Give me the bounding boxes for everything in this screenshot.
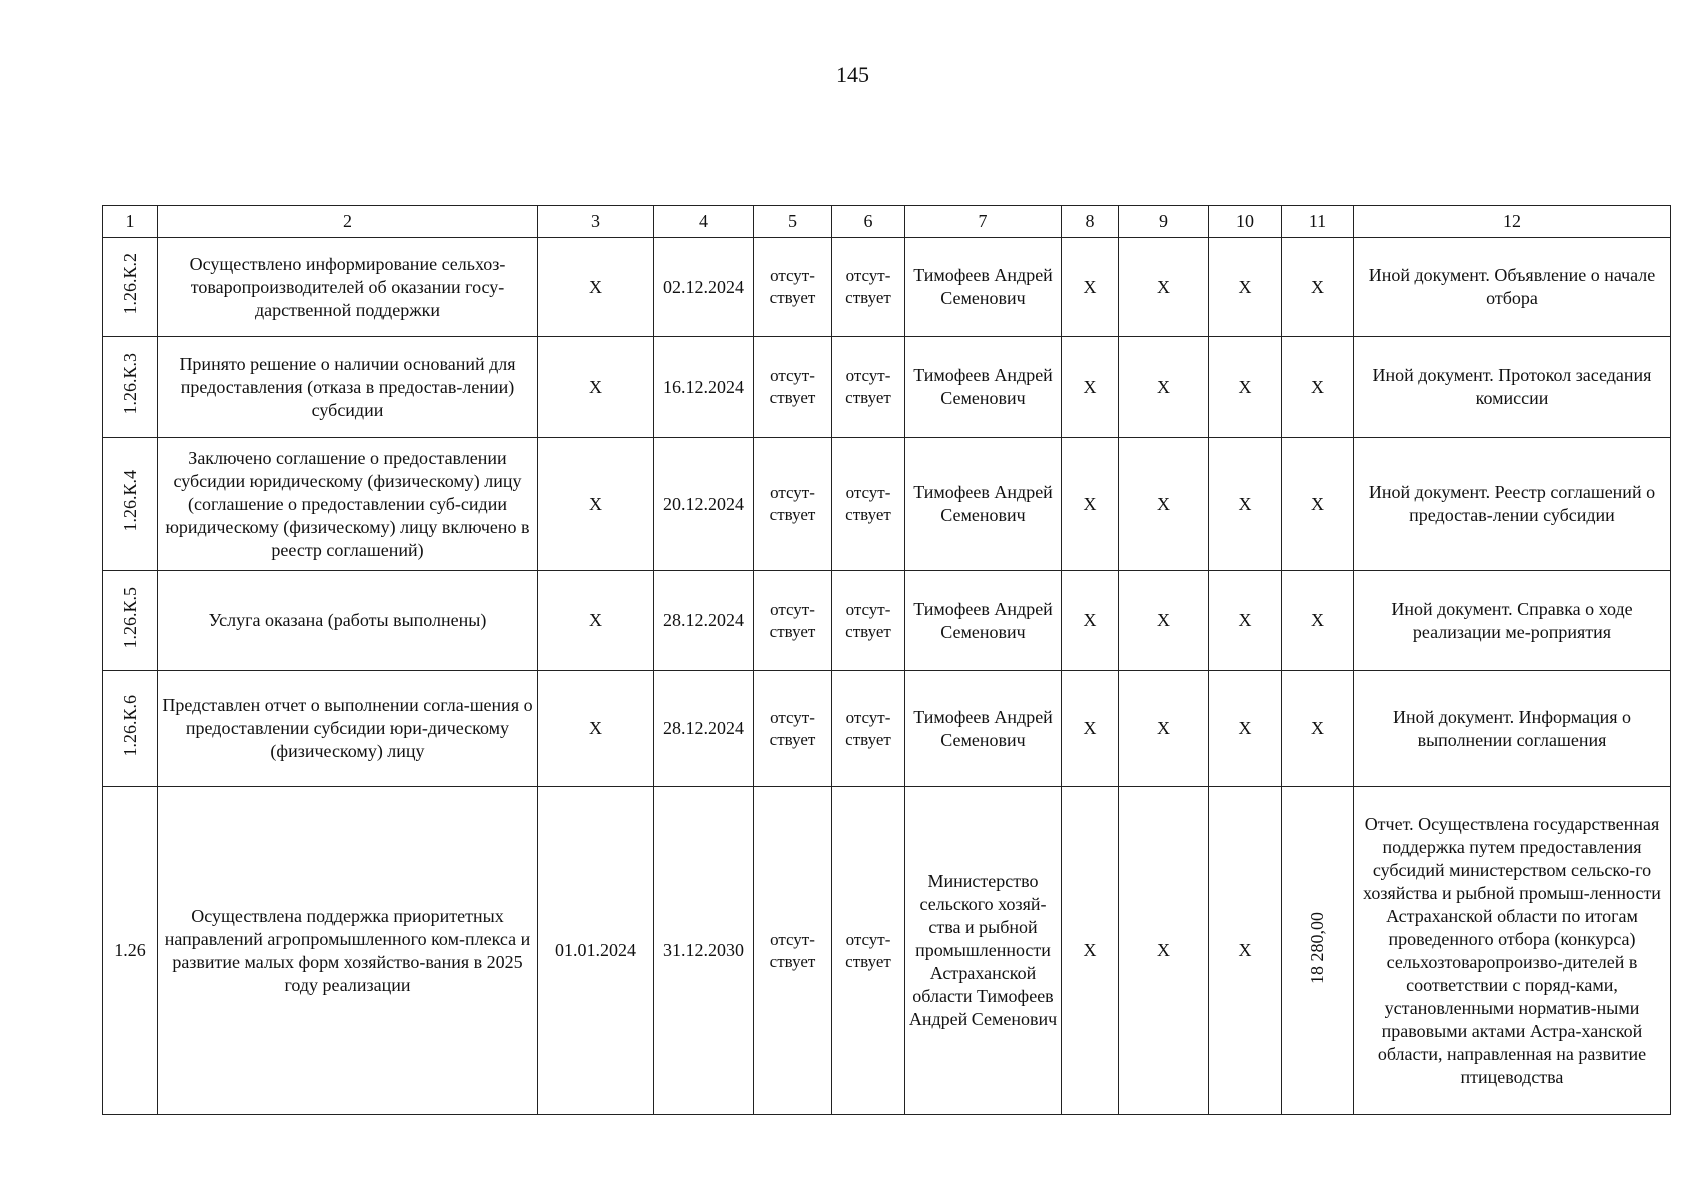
col9-cell: Х <box>1119 671 1209 787</box>
event-name-cell: Заключено соглашение о предоставлении субсидии юридическому (физическому) лицу (соглашение о предоставлении суб-сидии юридическому (физическому) лицу включено в реестр соглашений) <box>158 438 538 571</box>
start-date-cell: Х <box>538 238 654 337</box>
result-cell: Отчет. Осуществлена государственная поддержка путем предоставления субсидий министерством сельско-го хозяйства и рыбной промыш-ленности Астраханской области по итогам проведенного отбора (конкурса) сельхозтоваропроизво-дителей в соответствии с поряд-ками, установленными норматив-ными правовыми актами Астра-ханской области, направленная на развитие птицеводства <box>1354 787 1671 1115</box>
start-date-cell: 01.01.2024 <box>538 787 654 1115</box>
row-code: 1.26.К.2 <box>119 253 140 315</box>
header-cell: 9 <box>1119 206 1209 238</box>
col11-cell: Х <box>1282 337 1354 438</box>
result-cell: Иной документ. Справка о ходе реализации ме-роприятия <box>1354 571 1671 671</box>
col6-cell: отсут-ствует <box>832 337 905 438</box>
col9-cell: Х <box>1119 787 1209 1115</box>
code-cell <box>103 671 158 787</box>
code-cell <box>103 238 158 337</box>
col6-cell: отсут-ствует <box>832 671 905 787</box>
header-cell: 4 <box>654 206 754 238</box>
responsible-cell: Тимофеев Андрей Семенович <box>905 337 1062 438</box>
code-cell: 1.26 <box>103 787 158 1115</box>
result-cell: Иной документ. Объявление о начале отбора <box>1354 238 1671 337</box>
col8-cell: Х <box>1062 337 1119 438</box>
col5-cell: отсут-ствует <box>754 337 832 438</box>
col10-cell: Х <box>1209 571 1282 671</box>
event-name-cell: Услуга оказана (работы выполнены) <box>158 571 538 671</box>
end-date-cell: 02.12.2024 <box>654 238 754 337</box>
header-cell: 1 <box>103 206 158 238</box>
code-cell <box>103 337 158 438</box>
col6-cell: отсут-ствует <box>832 571 905 671</box>
col10-cell: Х <box>1209 337 1282 438</box>
col11-cell: Х <box>1282 438 1354 571</box>
col9-cell: Х <box>1119 438 1209 571</box>
responsible-cell: Тимофеев Андрей Семенович <box>905 571 1062 671</box>
header-cell: 12 <box>1354 206 1671 238</box>
result-cell: Иной документ. Протокол заседания комиссии <box>1354 337 1671 438</box>
col8-cell: Х <box>1062 787 1119 1115</box>
event-name-cell: Осуществлено информирование сельхоз-товаропроизводителей об оказании госу-дарственной поддержки <box>158 238 538 337</box>
responsible-cell: Тимофеев Андрей Семенович <box>905 671 1062 787</box>
col8-cell: Х <box>1062 438 1119 571</box>
amount-value: 18 280,00 <box>1307 911 1327 984</box>
col8-cell: Х <box>1062 238 1119 337</box>
row-code: 1.26.К.5 <box>119 586 140 649</box>
code-cell <box>103 438 158 571</box>
start-date-cell: Х <box>538 671 654 787</box>
table-header <box>103 206 1671 238</box>
responsible-cell: Министерство сельского хозяй-ства и рыбной промышленности Астраханской области Тимофеев Андрей Семенович <box>905 787 1062 1115</box>
row-code: 1.26.К.3 <box>119 353 140 415</box>
start-date-cell: Х <box>538 438 654 571</box>
header-cell: 10 <box>1209 206 1282 238</box>
col11-cell <box>1282 787 1354 1115</box>
col8-cell: Х <box>1062 571 1119 671</box>
col9-cell: Х <box>1119 238 1209 337</box>
col10-cell: Х <box>1209 238 1282 337</box>
end-date-cell: 20.12.2024 <box>654 438 754 571</box>
header-cell: 5 <box>754 206 832 238</box>
table-row <box>103 337 1671 438</box>
col5-cell: отсут-ствует <box>754 438 832 571</box>
result-cell: Иной документ. Реестр соглашений о предостав-лении субсидии <box>1354 438 1671 571</box>
end-date-cell: 31.12.2030 <box>654 787 754 1115</box>
event-name-cell: Осуществлена поддержка приоритетных направлений агропромышленного ком-плекса и развитие малых форм хозяйство-вания в 2025 году реализации <box>158 787 538 1115</box>
event-name-cell: Принято решение о наличии оснований для предоставления (отказа в предостав-лении) субсидии <box>158 337 538 438</box>
table-row <box>103 671 1671 787</box>
plan-table <box>102 205 1671 1115</box>
col5-cell: отсут-ствует <box>754 671 832 787</box>
header-cell: 8 <box>1062 206 1119 238</box>
end-date-cell: 28.12.2024 <box>654 571 754 671</box>
table-row <box>103 438 1671 571</box>
header-cell: 2 <box>158 206 538 238</box>
table-row <box>103 238 1671 337</box>
col10-cell: Х <box>1209 787 1282 1115</box>
col11-cell: Х <box>1282 571 1354 671</box>
col11-cell: Х <box>1282 671 1354 787</box>
header-cell: 11 <box>1282 206 1354 238</box>
col9-cell: Х <box>1119 571 1209 671</box>
page-number: 145 <box>836 62 869 87</box>
responsible-cell: Тимофеев Андрей Семенович <box>905 238 1062 337</box>
col11-cell: Х <box>1282 238 1354 337</box>
header-cell: 6 <box>832 206 905 238</box>
responsible-cell: Тимофеев Андрей Семенович <box>905 438 1062 571</box>
row-code: 1.26.К.6 <box>119 694 140 757</box>
table-row <box>103 571 1671 671</box>
table-row <box>103 787 1671 1115</box>
col5-cell: отсут-ствует <box>754 571 832 671</box>
start-date-cell: Х <box>538 571 654 671</box>
col6-cell: отсут-ствует <box>832 438 905 571</box>
event-name-cell: Представлен отчет о выполнении согла-шения о предоставлении субсидии юри-дическому (физическому) лицу <box>158 671 538 787</box>
col5-cell: отсут-ствует <box>754 787 832 1115</box>
col8-cell: Х <box>1062 671 1119 787</box>
col6-cell: отсут-ствует <box>832 787 905 1115</box>
row-code: 1.26.К.4 <box>119 470 140 532</box>
col10-cell: Х <box>1209 438 1282 571</box>
code-cell <box>103 571 158 671</box>
header-cell: 7 <box>905 206 1062 238</box>
end-date-cell: 16.12.2024 <box>654 337 754 438</box>
end-date-cell: 28.12.2024 <box>654 671 754 787</box>
col9-cell: Х <box>1119 337 1209 438</box>
col10-cell: Х <box>1209 671 1282 787</box>
col5-cell: отсут-ствует <box>754 238 832 337</box>
result-cell: Иной документ. Информация о выполнении соглашения <box>1354 671 1671 787</box>
col6-cell: отсут-ствует <box>832 238 905 337</box>
start-date-cell: Х <box>538 337 654 438</box>
header-cell: 3 <box>538 206 654 238</box>
